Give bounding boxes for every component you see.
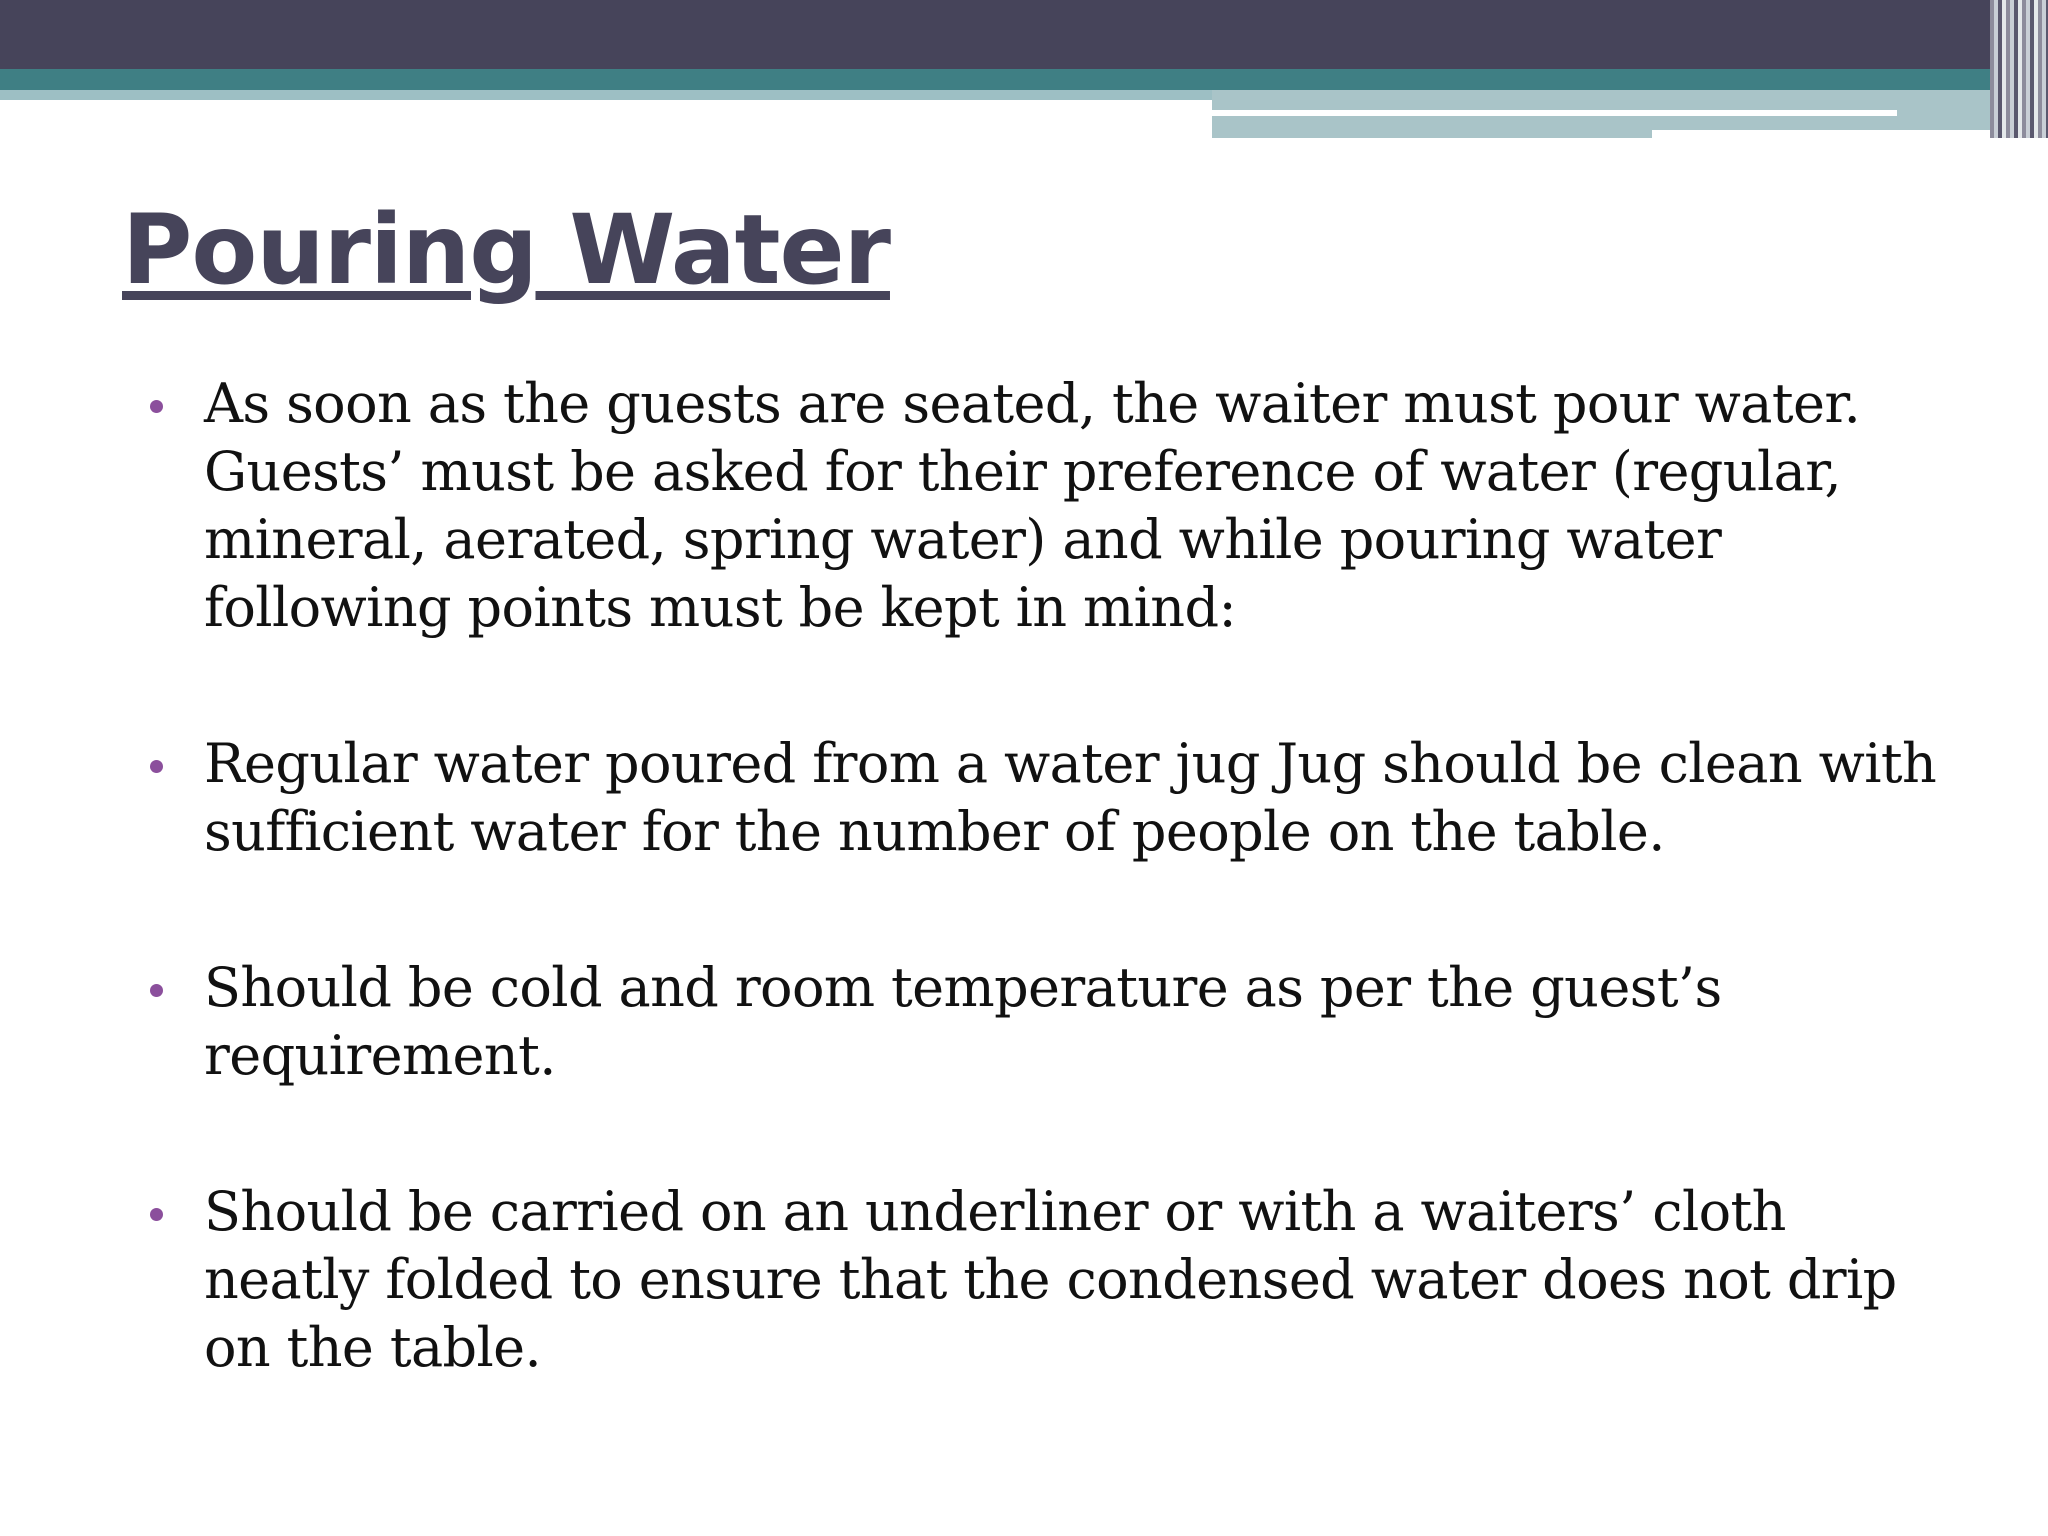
bullet-item xyxy=(146,1178,1946,1382)
header-band-light xyxy=(0,90,1212,100)
bullet-item xyxy=(146,730,1946,866)
bullet-item xyxy=(146,370,1946,642)
bullet-text: As soon as the guests are seated, the waiter must pour water. Guests’ must be asked for their preference of water (regular, mineral, aerated, spring water) and while pouring water following points must be kept in mind: xyxy=(204,372,1861,639)
bullet-text: Should be carried on an underliner or with a waiters’ cloth neatly folded to ensure that the condensed water does not drip on the table. xyxy=(204,1180,1897,1379)
header-band-teal xyxy=(0,69,2048,90)
bullet-text: Should be cold and room temperature as per the guest’s requirement. xyxy=(204,956,1722,1087)
bullet-item xyxy=(146,954,1946,1090)
bullet-dot-icon xyxy=(150,984,163,997)
header-band-right-line-lower xyxy=(1652,130,2048,138)
bullet-dot-icon xyxy=(150,400,163,413)
bullet-text: Regular water poured from a water jug Jug should be clean with sufficient water for the number of people on the table. xyxy=(204,732,1937,863)
header-edge-stripes xyxy=(1990,0,2048,138)
header-band-right-line xyxy=(1212,110,1897,116)
bullet-list xyxy=(146,370,1946,1382)
header-band-dark xyxy=(0,0,2048,69)
slide-title: Pouring Water xyxy=(122,194,890,306)
bullet-dot-icon xyxy=(150,1208,163,1221)
bullet-dot-icon xyxy=(150,760,163,773)
